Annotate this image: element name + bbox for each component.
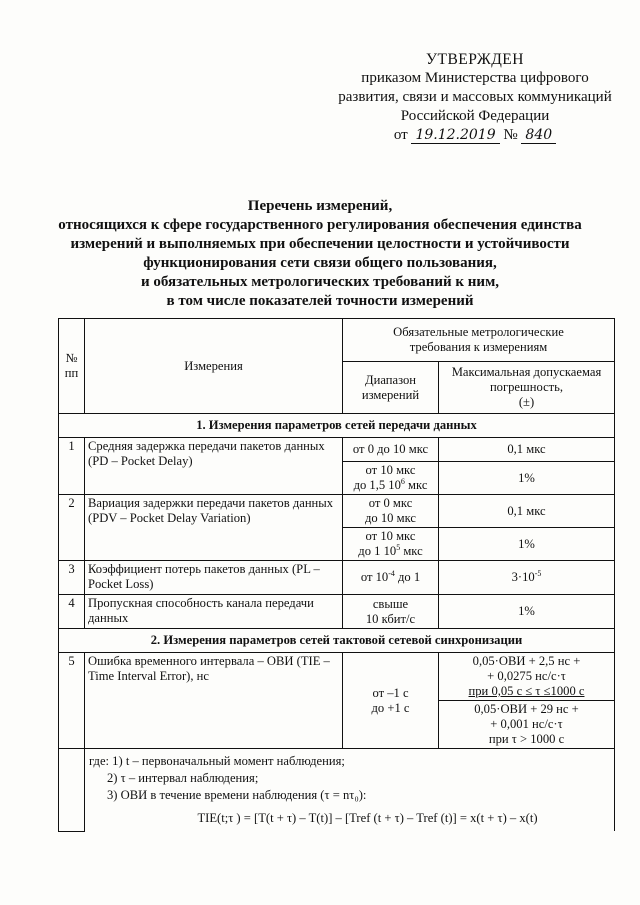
title-line-6: в том числе показателей точности измерений: [166, 293, 474, 309]
row-2-error-a: 0,1 мкс: [439, 495, 615, 528]
header-range: Диапазон измерений: [343, 362, 439, 414]
title-line-3: измерений и выполняемых при обеспечении целостности и устойчивости: [70, 236, 570, 252]
header-num: № пп: [59, 319, 85, 414]
approval-line-2: развития, связи и массовых коммуникаций: [338, 89, 612, 105]
title-line-2: относящихся к сфере государственного регулирования обеспечения единства: [58, 217, 582, 233]
note-2: 2) τ – интервал наблюдения;: [107, 771, 259, 785]
section-1-heading: 1. Измерения параметров сетей передачи данных: [59, 414, 615, 438]
row-1-error-a: 0,1 мкс: [439, 438, 615, 462]
section-2-heading: 2. Измерения параметров сетей тактовой сетевой синхронизации: [59, 629, 615, 653]
row-1-num: 1: [59, 438, 85, 495]
row-2-range-a: от 0 мкс до 10 мкс: [343, 495, 439, 528]
row-1-range-b: от 10 мкс до 1,5 $10^6$ мкс: [343, 462, 439, 495]
row-5-range: от –1 с до +1 с: [343, 653, 439, 749]
approval-line-1: приказом Министерства цифрового: [361, 70, 589, 86]
row-5-num: 5: [59, 653, 85, 749]
row-5-error-b: 0,05·ОВИ + 29 нс + + 0,001 нс/с·τ при τ > 1000 с: [439, 701, 615, 749]
row-4-num: 4: [59, 595, 85, 629]
approval-date-line: [330, 126, 620, 145]
header-error: Максимальная допускаемая погрешность, (±): [439, 362, 615, 414]
order-date: 19.12.2019: [411, 127, 499, 144]
date-prefix: от: [393, 127, 408, 143]
row-2-error-b: 1%: [439, 528, 615, 561]
row-3-range: от $10^{-4}$ до 1: [343, 561, 439, 595]
row-4-error: 1%: [439, 595, 615, 629]
row-1-name: Средняя задержка передачи пакетов данных (PD – Pocket Delay): [85, 438, 343, 495]
row-3-num: 3: [59, 561, 85, 595]
row-5-name: Ошибка временного интервала – ОВИ (TIE – Time Interval Error), нс: [85, 653, 343, 749]
row-3-name: Коэффициент потерь пакетов данных (PL – Pocket Loss): [85, 561, 343, 595]
note-1: где: 1) t – первоначальный момент наблюдения;: [89, 754, 345, 768]
approval-line-3: Российской Федерации: [400, 108, 550, 124]
approval-heading: УТВЕРЖДЕН: [426, 51, 524, 68]
row-1-error-b: 1%: [439, 462, 615, 495]
note-3: 3) ОВИ в течение времени наблюдения (τ = nτ₀):: [107, 788, 367, 802]
row-5-error-a: 0,05·ОВИ + 2,5 нс + + 0,0275 нс/с·τ при 0,05 с ≤ τ ≤1000 с: [439, 653, 615, 701]
title-line-4: функционирования сети связи общего пользования,: [143, 255, 497, 271]
row-3-error: $3\cdot 10^{-5}$: [439, 561, 615, 595]
row-2-range-b: от 10 мкс до 1 $10^5$ мкс: [343, 528, 439, 561]
row-1-range-a: от 0 до 10 мкс: [343, 438, 439, 462]
title-line-5: и обязательных метрологических требований к ним,: [140, 274, 500, 290]
approval-block: [330, 50, 620, 145]
header-measurements: Измерения: [85, 319, 343, 414]
title-line-1: Перечень измерений,: [247, 198, 393, 214]
measurements-table: [58, 318, 615, 832]
header-requirements: Обязательные метрологические требования к измерениям: [343, 319, 615, 362]
row-2-num: 2: [59, 495, 85, 561]
row-2-name: Вариация задержки передачи пакетов данных (PDV – Pocket Delay Variation): [85, 495, 343, 561]
row-4-name: Пропускная способность канала передачи данных: [85, 595, 343, 629]
number-prefix: №: [503, 127, 518, 143]
notes-block: [85, 749, 615, 832]
document-title: [40, 197, 600, 311]
order-number: 840: [521, 127, 556, 144]
tie-formula: TIE(t;τ ) = [T(t + τ) – T(t)] – [Tref (t + τ) – Tref (t)] = x(t + τ) – x(t): [197, 811, 538, 825]
row-4-range: свыше 10 кбит/с: [343, 595, 439, 629]
